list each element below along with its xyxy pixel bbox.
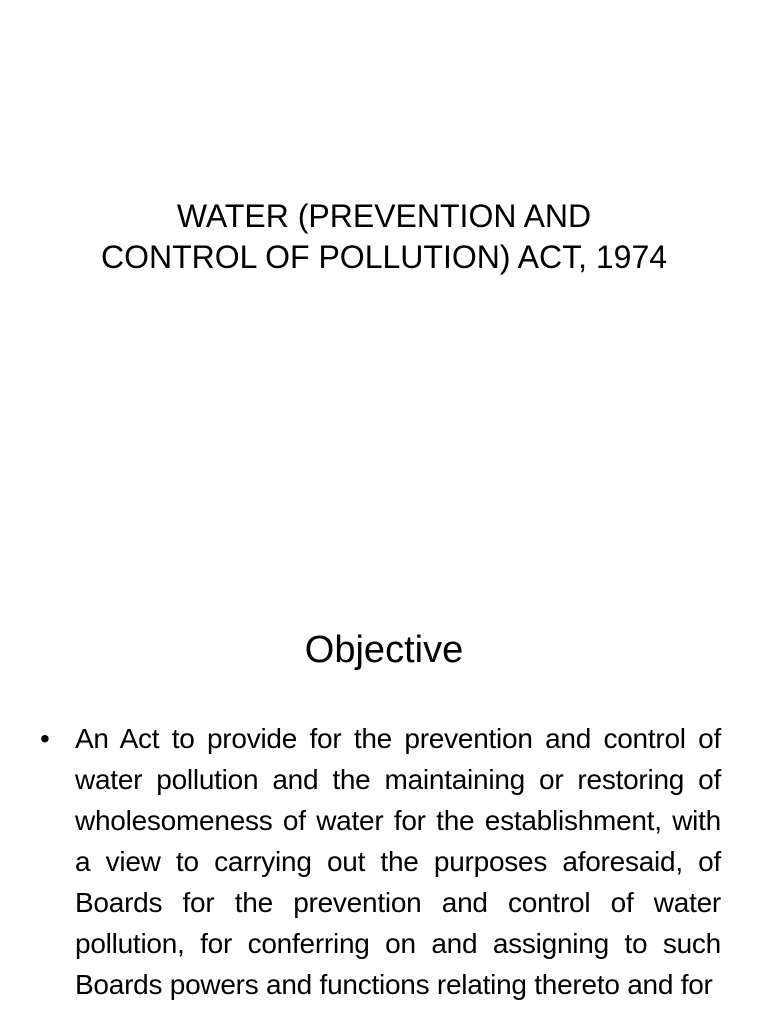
act-title-line-1: WATER (PREVENTION AND	[176, 198, 592, 234]
act-title	[40, 196, 728, 278]
objective-heading: Objective	[304, 629, 464, 671]
list-item	[38, 718, 726, 1005]
objective-slide	[0, 576, 768, 1024]
objective-bullet-list	[38, 718, 726, 1005]
objective-text: An Act to provide for the prevention and control of water pollution and the maintaining or restoring of wholesomeness of water for the establishment, with a view to carrying out the purposes aforesaid, of Boards for the prevention and control of water pollution, for conferring on and assigning to such Boards powers and functions relating thereto and for	[75, 723, 721, 1000]
act-title-line-2: CONTROL OF POLLUTION) ACT, 1974	[100, 239, 668, 275]
bullet-icon: •	[40, 723, 50, 754]
